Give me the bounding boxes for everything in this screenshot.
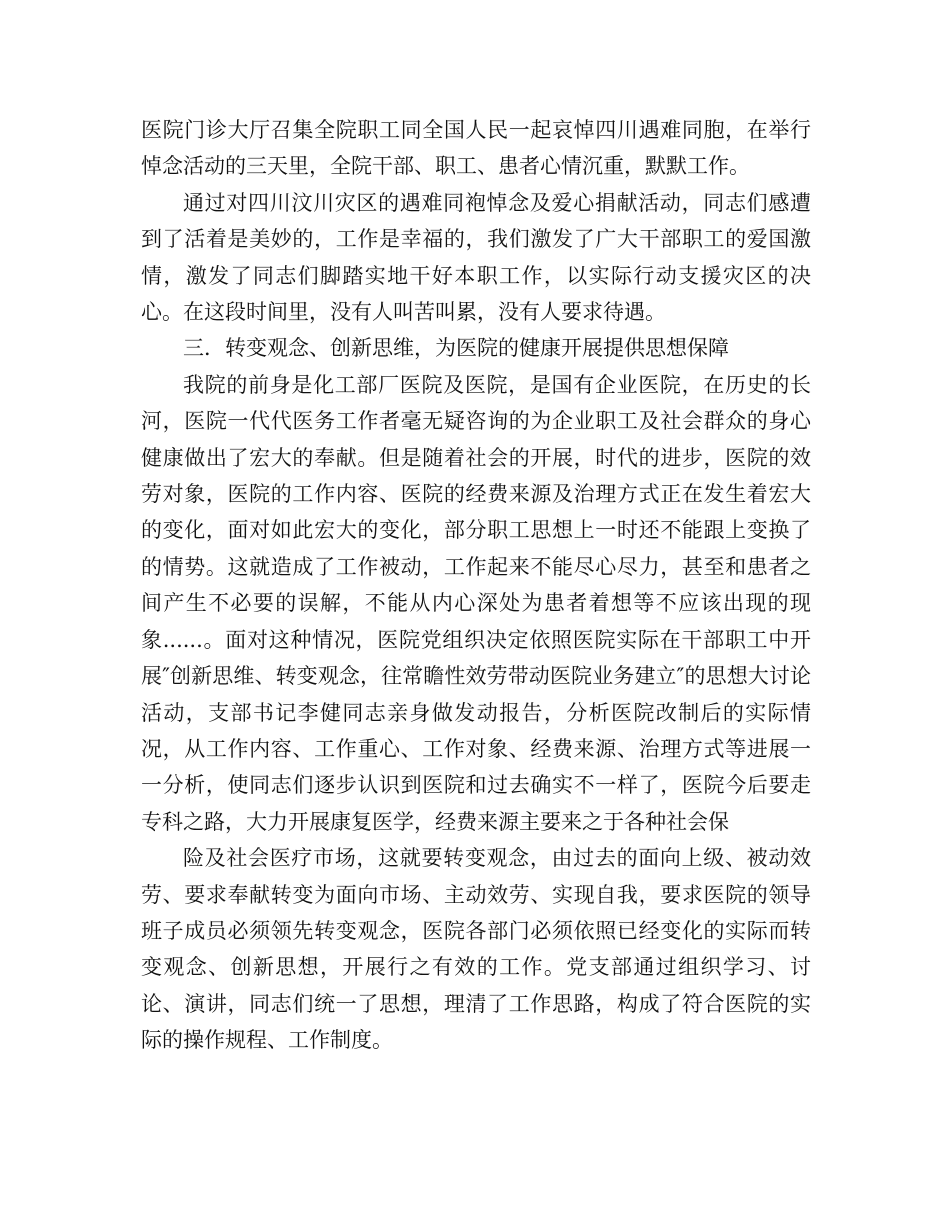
- paragraph-2: 通过对四川汶川灾区的遇难同袍悼念及爱心捐献活动，同志们感遭到了活着是美妙的，工作是幸福的，我们激发了广大干部职工的爱国激情，激发了同志们脚踏实地干好本职工作，以实际行动支援灾区的决心。在这段时间里，没有人叫苦叫累，没有人要求待遇。: [141, 190, 811, 325]
- paragraph-5: 险及社会医疗市场，这就要转变观念，由过去的面向上级、被动效劳、要求奉献转变为面向市场、主动效劳、实现自我，要求医院的领导班子成员必须领先转变观念，医院各部门必须依照已经变化的实际而转变观念、创新思想，开展行之有效的工作。党支部通过组织学习、讨论、演讲，同志们统一了思想，理清了工作思路，构成了符合医院的实际的操作规程、工作制度。: [141, 846, 811, 1053]
- document-page: [141, 112, 811, 1059]
- paragraph-1: 医院门诊大厅召集全院职工同全国人民一起哀悼四川遇难同胞，在举行悼念活动的三天里，全院干部、职工、患者心情沉重，默默工作。: [141, 118, 811, 179]
- paragraph-4: 我院的前身是化工部厂医院及医院，是国有企业医院，在历史的长河，医院一代代医务工作者毫无疑咨询的为企业职工及社会群众的身心健康做出了宏大的奉献。但是随着社会的开展，时代的进步，医院的效劳对象，医院的工作内容、医院的经费来源及治理方式正在发生着宏大的变化，面对如此宏大的变化，部分职工思想上一时还不能跟上变换了的情势。这就造成了工作被动，工作起来不能尽心尽力，甚至和患者之间产生不必要的误解，不能从内心深处为患者着想等不应该出现的现象......。面对这种情况，医院党组织决定依照医院实际在干部职工中开展″创新思维、转变观念，往常瞻性效劳带动医院业务建立″的思想大讨论活动，支部书记李健同志亲身做发动报告，分析医院改制后的实际情况，从工作内容、工作重心、工作对象、经费来源、治理方式等进展一一分析，使同志们逐步认识到医院和过去确实不一样了，医院今后要走专科之路，大力开展康复医学，经费来源主要来之于各种社会保: [141, 372, 811, 834]
- section-heading-3: 三．转变观念、创新思维，为医院的健康开展提供思想保障: [183, 336, 729, 361]
